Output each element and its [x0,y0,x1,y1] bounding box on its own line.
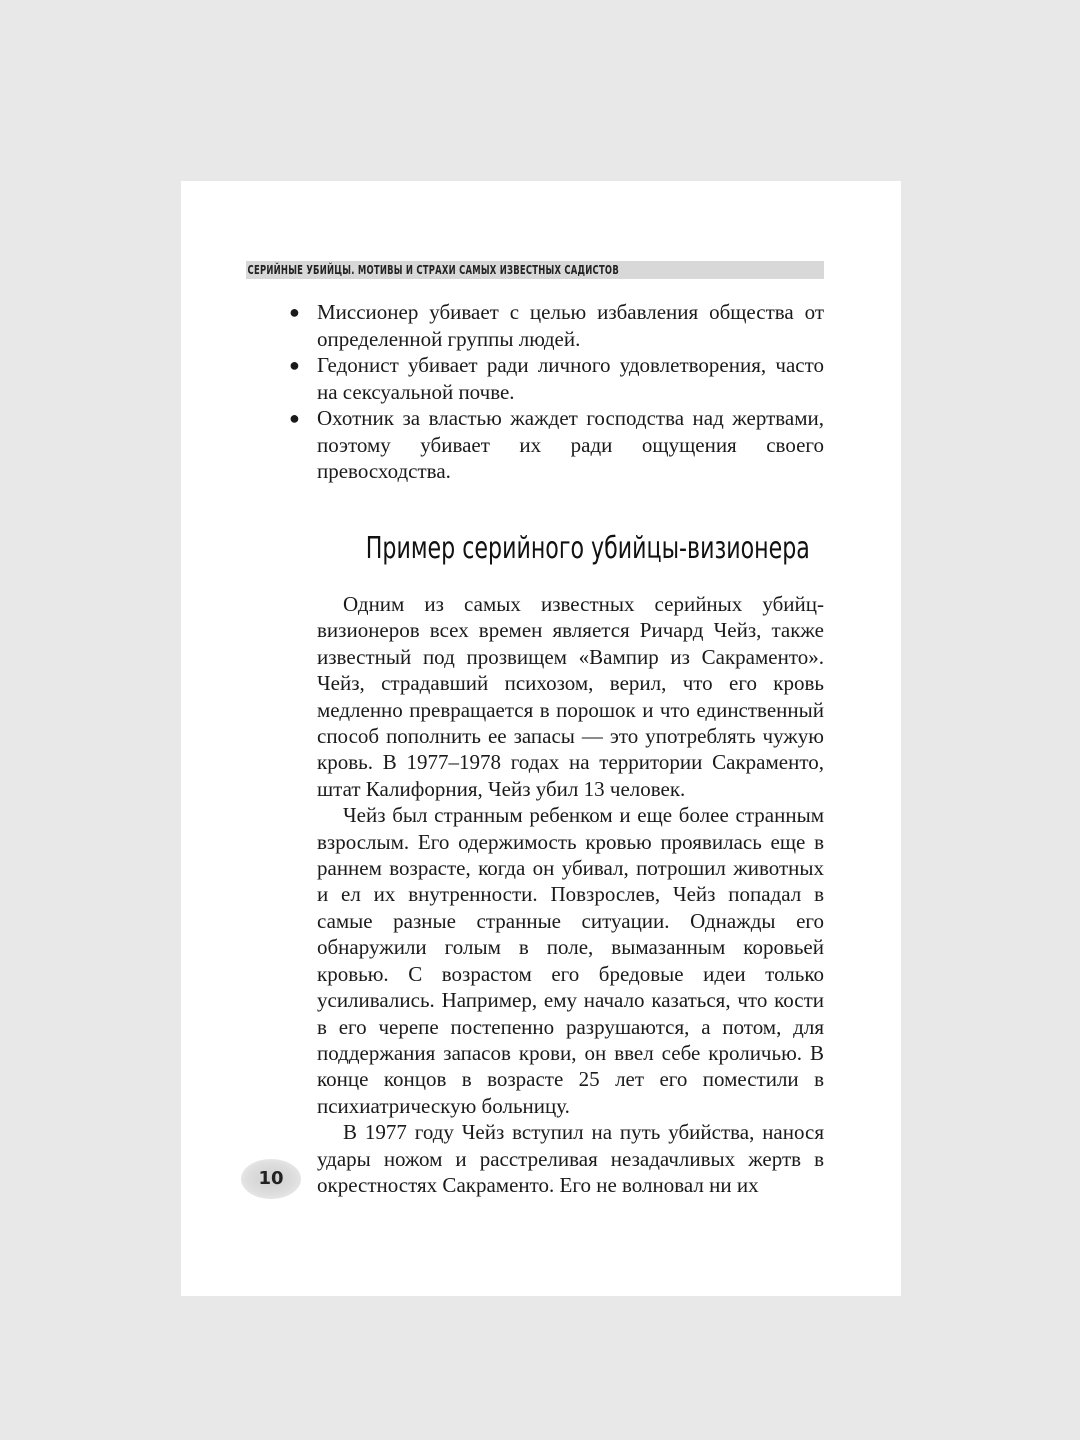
running-head-text: СЕРИЙНЫЕ УБИЙЦЫ. МОТИВЫ И СТРАХИ САМЫХ ИЗВЕСТНЫХ САДИСТОВ [247,263,619,277]
bullet-dot-icon: ● [289,355,300,375]
body-text [317,591,824,1198]
list-item [267,405,824,485]
bullet-dot-icon: ● [289,408,300,428]
list-item [267,352,824,405]
list-item-text: Миссионер убивает с целью избавления общества от определенной группы людей. [317,300,824,351]
paragraph: Чейз был странным ребенком и еще более странным взрослым. Его одержимость кровью проявилась еще в раннем возрасте, когда он убивал, потрошил животных и ел их внутренности. Повзрослев, Чейз попадал в самые разные странные ситуации. Однажды его обнаружили голым в поле, вымазанным коровьей кровью. С возрастом его бредовые идеи только усиливались. Например, ему начало казаться, что кости в его черепе постепенно разрушаются, а потом, для поддержания запасов крови, он ввел себе кроличью. В конце концов в возрасте 25 лет его поместили в психиатрическую больницу. [317,803,824,1118]
bullet-list [289,299,824,485]
paragraph: В 1977 году Чейз вступил на путь убийства, нанося удары ножом и расстреливая незадачливых жертв в окрестностях Сакраменто. Его не волновал ни их [317,1120,824,1197]
list-item [267,299,824,352]
list-item-text: Охотник за властью жаждет господства над жертвами, поэтому убивает их ради ощущения своего превосходства. [317,406,824,483]
bullet-dot-icon: ● [289,302,300,322]
book-page [181,181,901,1296]
paragraph: Одним из самых известных серийных убийц-визионеров всех времен является Ричард Чейз, также известный под прозвищем «Вампир из Сакраменто». Чейз, страдавший психозом, верил, что его кровь медленно превращается в порошок и что единственный способ пополнить ее запасы — это употреблять чужую кровь. В 1977–1978 годах на территории Сакраменто, штат Калифорния, Чейз убил 13 человек. [317,592,824,801]
page-number: 10 [241,1159,301,1199]
list-item-text: Гедонист убивает ради личного удовлетворения, часто на сексуальной почве. [317,353,824,404]
section-heading-text: Пример серийного убийцы-визионера [365,531,810,566]
section-heading [317,531,824,567]
running-head [246,261,824,279]
bullet-list-block [289,299,824,485]
